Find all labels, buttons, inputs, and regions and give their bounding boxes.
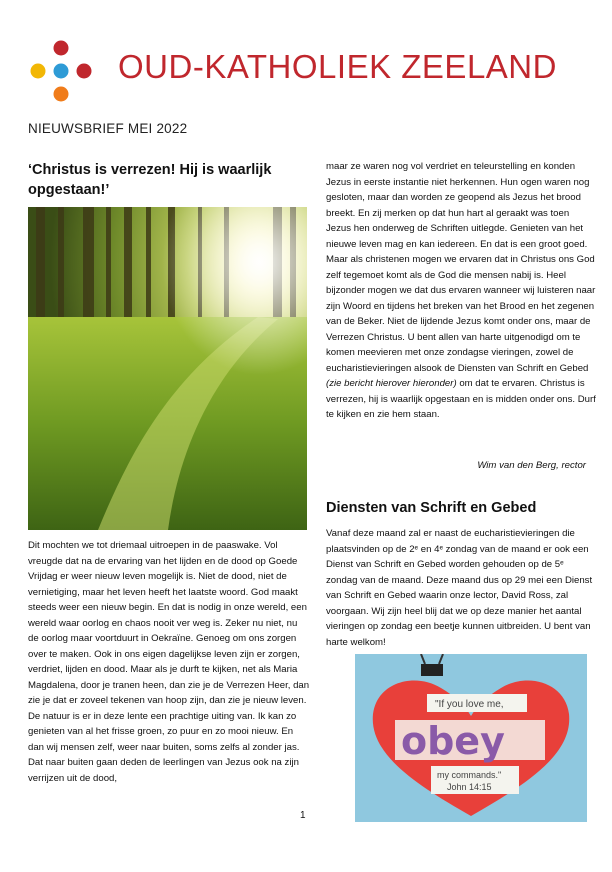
article-text-note: (zie bericht hierover hieronder) [326, 378, 457, 389]
page-number: 1 [300, 810, 306, 821]
article-text-right [326, 159, 596, 423]
article-signature: Wim van den Berg, rector [477, 460, 586, 471]
article2-title: Diensten van Schrift en Gebed [326, 500, 537, 516]
logo-dots-icon [28, 38, 94, 104]
forest-sunlight-photo [28, 207, 307, 530]
article-text-left: Dit mochten we tot driemaal uitroepen in de paaswake. Vol vreugde dat na de ervaring van het lijden en de dood op Goede Vrijdag er weer nieuw leven mogelijk is. Niet de dood, niet de vernietiging, maar het leven heeft het laatste woord. God maakt steeds weer een nieuw begin. En dat is nodig in onze wereld, een wereld waar oorlog en chaos nooit ver weg is. Zeker nu niet, nu de oorlog maar voortduurt in Oekraïne. Genoeg om ons zorgen over te maken. Ook in ons eigen dagelijkse leven zijn er zorgen, verdriet, lijden en dood. Maar als je durft te kijken, net als Maria Magdalena, door je tranen heen, dan zie je de Verrezen Heer, dan zie je dat er zoveel tekenen van hoop zijn, dan zie je nieuw leven. De natuur is er in deze lente een prachtige uiting van. Ik kan zo genieten van al het frisse groen, zo puur en zo mooi nieuw. En dan wij mensen zelf, weer naar buiten, soms zelfs al zonder jas. Dat naar buiten gaan deden de leerlingen van Jezus ook na zijn verrijzen uit de dood, [28, 540, 310, 784]
article2-text: Vanaf deze maand zal er naast de eucharistievieringen die plaatsvinden op de 2ᵉ en 4ᵉ zondag van de maand er ook een Dienst van Schrift en Gebed worden gehouden op de 5ᵉ zondag van de maand. Deze maand dus op 29 mei een Dienst van Schrift en Gebed waarin onze lector, David Ross, zal voorgaan. Wij zijn heel blij dat we op deze manier het aantal vieringen op zondag een beetje kunnen uitbreiden. U bent van harte welkom! [326, 528, 593, 648]
verse-ref: John 14:15 [447, 782, 492, 792]
verse-word: obey [401, 719, 505, 763]
heart-bible-verse-image [355, 654, 587, 822]
article-text-right-b: om dat te ervaren. Christus is verrezen, hij is waarlijk opgestaan en is midden onder ons. Durf te kijken en zie hem staan. [326, 378, 596, 420]
verse-line2: my commands." [437, 770, 502, 780]
article-title: ‘Christus is verrezen! Hij is waarlijk opgestaan!’ [28, 162, 272, 198]
verse-line1: "If you love me, [435, 699, 504, 710]
brand-title: OUD-KATHOLIEK ZEELAND [118, 48, 557, 85]
article-text-right-a: maar ze waren nog vol verdriet en teleurstelling en konden Jezus in eerste instantie niet herkennen. Hun ogen waren nog gesloten, maar dan worden ze geopend als Jezus het brood breekt. En zij merken op dat hun hart al geraakt was toen Jezus hen onderweg de Schriften uitlegde. Genieten van het nieuwe leven mag en kan iedereen. En dat is een groot goed. Maar als christenen mogen we ervaren dat in Christus ons God zelf tegemoet komt als de God die mensen nabij is. Heel bijzonder mogen we dat dus ervaren wanneer wij luisteren naar zijn Woord en tijdens het breken van het Brood en het zegenen van de Beker. Niet de lijdende Jezus komt onder ons, maar de Verrezen Christus. U bent allen van harte uitgenodigd om te komen meevieren met onze zondagse vieringen, zowel de eucharistievieringen alsook de Diensten van Schrift en Gebed [326, 161, 596, 374]
newsletter-issue: NIEUWSBRIEF MEI 2022 [28, 121, 188, 136]
